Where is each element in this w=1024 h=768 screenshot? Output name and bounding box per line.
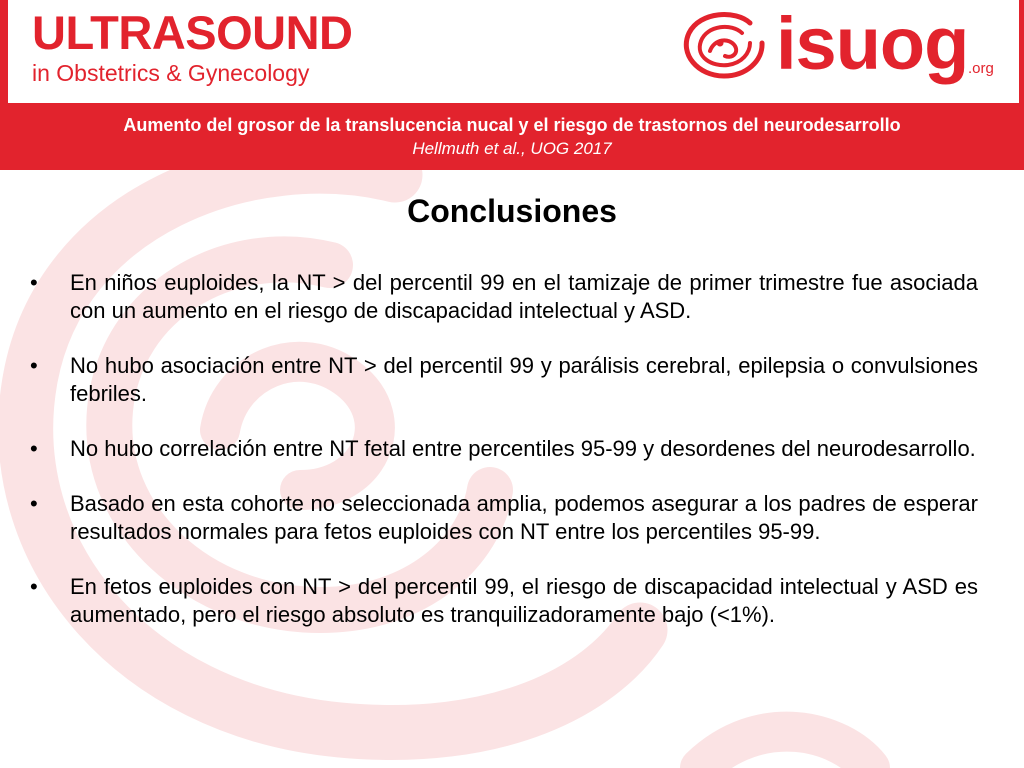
bullet-marker: • [30, 270, 38, 295]
article-title: Aumento del grosor de la translucencia nucal y el riesgo de trastornos del neurodesarrollo [123, 115, 901, 135]
list-item-text: Basado en esta cohorte no seleccionada amplia, podemos asegurar a los padres de esperar resultados normales para fetos euploides con NT entre los percentiles 95-99. [70, 491, 978, 544]
list-item-text: En fetos euploides con NT > del percentil 99, el riesgo de discapacidad intelectual y ASD es aumentado, pero el riesgo absoluto es tranquilizadoramente bajo (<1%). [70, 574, 978, 627]
isuog-logo-text: isuog [776, 2, 969, 85]
header-white-band [8, 0, 1019, 103]
slide-body [0, 170, 1024, 768]
isuog-swirl-icon [680, 9, 770, 81]
bullet-marker: • [30, 574, 38, 599]
header-banner [0, 0, 1024, 170]
conclusions-list [30, 269, 978, 656]
list-item [30, 573, 978, 629]
bullet-marker: • [30, 436, 38, 461]
journal-subtitle: in Obstetrics & Gynecology [32, 60, 310, 86]
bullet-marker: • [30, 353, 38, 378]
list-item [30, 490, 978, 546]
list-item [30, 269, 978, 325]
list-item-text: No hubo correlación entre NT fetal entre percentiles 95-99 y desordenes del neurodesarrollo. [70, 436, 976, 461]
bullet-marker: • [30, 491, 38, 516]
journal-title: ULTRASOUND [32, 6, 353, 59]
list-item-text: No hubo asociación entre NT > del percentil 99 y parálisis cerebral, epilepsia o convulsiones febriles. [70, 353, 978, 406]
list-item [30, 352, 978, 408]
isuog-logo-suffix: .org [968, 60, 994, 77]
list-item [30, 435, 978, 463]
list-item-text: En niños euploides, la NT > del percentil 99 en el tamizaje de primer trimestre fue asociada con un aumento en el riesgo de discapacidad intelectual y ASD. [70, 270, 978, 323]
article-citation: Hellmuth et al., UOG 2017 [412, 139, 612, 158]
section-heading: Conclusiones [407, 193, 617, 229]
